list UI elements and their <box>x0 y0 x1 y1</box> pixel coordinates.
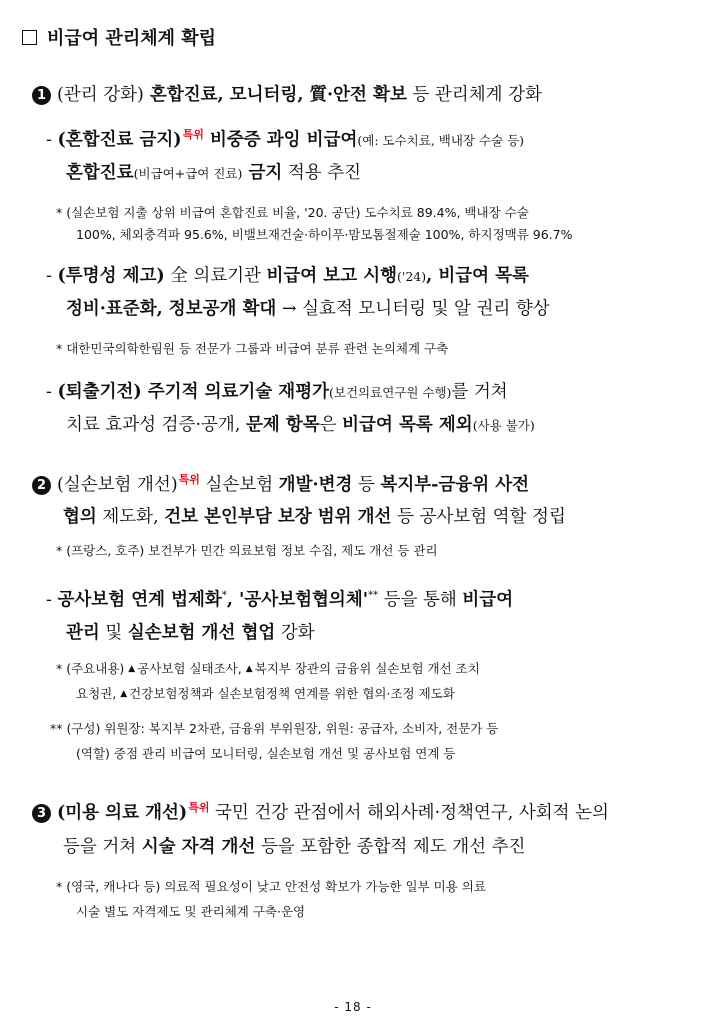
number-circle-icon: 3 <box>32 804 51 823</box>
item-1-heading: 1 (관리 강화) 혼합진료, 모니터링, 質·안전 확보 등 관리체계 강화 <box>32 86 542 105</box>
triangle-bullet-icon: ▲ <box>245 664 253 674</box>
triangle-bullet-icon: ▲ <box>128 664 136 674</box>
note-main-contents-line2: 요청권, ▲ 건강보험정책과 실손보험정책 연계를 위한 협의·조정 제도화 <box>76 686 455 701</box>
note-uk-canada-line2: 시술 별도 자격제도 및 관리체계 구축·운영 <box>76 904 306 919</box>
item-3-heading-line2: 등을 거쳐 시술 자격 개선 등을 포함한 종합적 제도 개선 추진 <box>63 837 526 857</box>
number-circle-icon: 2 <box>32 476 51 495</box>
subitem-transparency-line2: 정비·표준화, 정보공개 확대 → 실효적 모니터링 및 알 권리 향상 <box>66 299 550 319</box>
note-expert-group: * 대한민국의학한림원 등 전문가 그룹과 비급여 분류 관련 논의체계 구축 <box>56 341 449 356</box>
subitem-mixed-care-line2: 혼합진료(비급여+급여 진료) 금지 적용 추진 <box>66 163 362 183</box>
item-2-heading-line2: 협의 제도화, 건보 본인부담 보장 범위 개선 등 공사보험 역할 정립 <box>63 507 566 527</box>
subitem-insurance-linkage-line2: 관리 및 실손보험 개선 협업 강화 <box>66 623 315 643</box>
item-2-heading: 2 (실손보험 개선)$^{특위}$ 실손보험 개발·변경 등 복지부-금융위 사전 <box>32 476 529 495</box>
item-3-heading: 3 (미용 의료 개선)$^{특위}$ 국민 건강 관점에서 해외사례·정책연구, 사회적 논의 <box>32 804 609 823</box>
note-council-composition: ** (구성) 위원장: 복지부 2차관, 금융위 부위원장, 위원: 공급자, 소비자, 전문가 등 <box>50 721 499 736</box>
special-committee-tag: 특위 <box>188 801 210 814</box>
page-number: - 18 - <box>334 1000 372 1014</box>
subitem-transparency: - (투명성 제고) 全 의료기관 비급여 보고 시행('24), 비급여 목록 <box>46 266 529 286</box>
special-committee-tag: 특위 <box>182 128 204 141</box>
triangle-bullet-icon: ▲ <box>120 689 128 699</box>
note-council-role: (역할) 중점 관리 비급여 모니터링, 실손보험 개선 및 공사보험 연계 등 <box>76 746 456 761</box>
note-mixed-care-ratio-line2: 100%, 체외충격파 95.6%, 비밸브재건술·하이푸·맘모톰절제술 100%, 하지정맥류 96.7% <box>76 227 573 242</box>
subitem-insurance-linkage: - 공사보험 연계 법제화*, '공사보험협의체'** 등을 통해 비급여 <box>46 590 514 610</box>
section-title: 비급여 관리체계 확립 <box>22 30 216 48</box>
subitem-mixed-care: - (혼합진료 금지)$^{특위}$ 비중증 과잉 비급여(예: 도수치료, 백내장 수술 등) <box>46 128 525 150</box>
subitem-exit-mechanism: - (퇴출기전) 주기적 의료기술 재평가(보건의료연구원 수행)를 거쳐 <box>46 382 508 402</box>
note-mixed-care-ratio: * (실손보험 지출 상위 비급여 혼합진료 비율, '20. 공단) 도수치료 89.4%, 백내장 수술 <box>56 205 529 220</box>
special-committee-tag: 특위 <box>178 473 200 486</box>
number-circle-icon: 1 <box>32 86 51 105</box>
note-main-contents: * (주요내용) ▲ 공사보험 실태조사, ▲ 복지부 장관의 금융위 실손보험 개선 조치 <box>56 661 480 676</box>
note-uk-canada: * (영국, 캐나다 등) 의료적 필요성이 낮고 안전성 확보가 가능한 일부 미용 의료 <box>56 879 486 894</box>
subitem-exit-mechanism-line2: 치료 효과성 검증·공개, 문제 항목은 비급여 목록 제외(사용 불가) <box>66 415 535 435</box>
note-france-australia: * (프랑스, 호주) 보건부가 민간 의료보험 정보 수집, 제도 개선 등 관리 <box>56 543 438 558</box>
checkbox-square-icon <box>22 30 37 45</box>
